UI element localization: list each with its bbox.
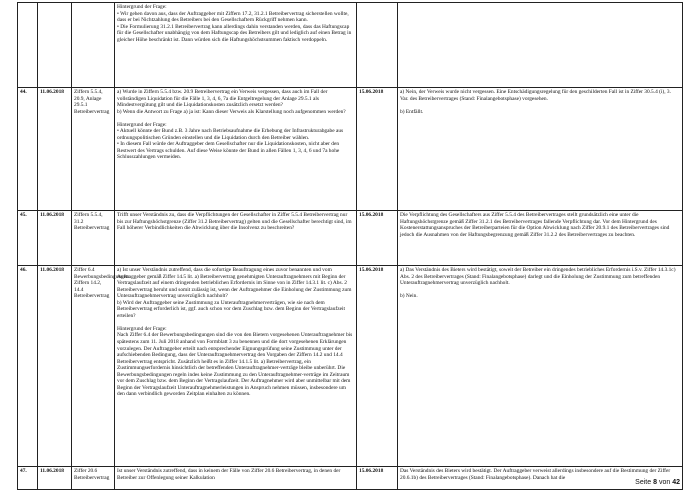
reference: Ziffer 20.6 Betreibervertrag: [72, 467, 115, 490]
table-row: [18, 3, 683, 88]
answer-date: 15.06.2018: [357, 211, 398, 266]
question-background: Hintergrund der Frage: • Aktuell könnte der Bund z.B. 3 Jahre nach Betriebsaufnahme die Erhebung der Infrastrukturabgabe aus ordnungspolitischen Gründen einstellen und die Liquidation durch den Betreiber wählen. • In diesem Fall würde der Auftraggeber dem Gesellschafter nur die Liquidationskosten, nicht aber den Restwert des Vertrags schulden. Auf diese Weise könnte der Bund in allen Fällen 1, 3, 4, 6 und 7a hohe Schlusszahlungen vermeiden.: [117, 121, 344, 161]
answer-text: a) Das Verständnis des Bieters wird bestätigt, soweit der Betreiber ein dringendes betriebliches Erfordernis i.S.v. Ziffer 14.3.1c) Abs. 2 des Betreibervertrages (Stand: Finalangebotsphase) darlegt und die Einholung der Zustimmung zum betreffenden Unterauftragnehmervertrag unverzüglich nachholt.: [400, 267, 676, 287]
answer-cell: [398, 266, 683, 467]
answer-date: [357, 3, 398, 88]
answer-cell: [398, 211, 683, 266]
answer-text: a) Nein, der Verweis wurde nicht vergessen. Eine Entschädigungsregelung für den geschilderten Fall ist in Ziffer 30.5.4 (i), 3. Var. des Betreibervertrages (Stand: Finalangebotsphase) vorgesehen.: [400, 89, 671, 102]
answer-text: b) Nein.: [400, 293, 418, 300]
question-cell: [115, 3, 357, 88]
table-row: [18, 88, 683, 211]
question-background: Hintergrund der Frage: Nach Ziffer 6.4 der Bewerbungsbedingungen sind die von den Bietern vorgesehenen Unterauftragnehmer bis spätestens zum 11. Juli 2018 anhand von Formblatt 3 zu benennen und die dort vorgesehenen Erklärungen vorzulegen. Der Auftraggeber erteilt nach entsprechender Eignungsprüfung seine Zustimmung unter der aufschiebenden Bedingung, dass der Unterauftragnehmervertrag den Vorgaben der Ziffern 14.2 und 14.4 Betreibervertrag entspricht. Zusätzlich heißt es in Ziffer 14.1.5 lit. a) Betreibervertrag, ein Zustimmungserfordernis hinsichtlich der betreffenden Unterauftragnehmer-verträge bleibe unberührt. Die Bewerbungsbedingungen regeln indes keine Zustimmung zu den Unterauftragnehmer-verträge im Zeitraum vor dem Zuschlag bzw. dem Beginn der Vertragslaufzeit. Der Auftragnehmer wird aber unmittelbar mit dem Beginn der Vertragslaufzeit Unterauftragnehmerleistungen in Anspruch nehmen müssen, insbesondere um den dann verbindlich geworden Zeitplan einhalten zu können.: [117, 325, 353, 398]
row-number: [18, 3, 38, 88]
table-row: [18, 211, 683, 266]
reference: [72, 3, 115, 88]
answer-date: 15.06.2018: [357, 467, 398, 490]
row-number: 46.: [18, 266, 38, 467]
table-row: [18, 467, 683, 490]
answer-text: b) Entfällt.: [400, 108, 424, 115]
page-footer: [635, 479, 680, 486]
table-row: [18, 266, 683, 467]
row-number: 44.: [18, 88, 38, 211]
page-label: Seite: [635, 479, 652, 486]
answer-cell: [398, 467, 683, 490]
page-total: 42: [672, 479, 680, 486]
question-cell: [115, 211, 357, 266]
question-text: Trifft unser Verständnis zu, dass die Verpflichtungen der Gesellschafter in Ziffer 5.5.4 Betreibervertrag nur bis zur Haftungshöchstgrenze (Ziffer 31.2 Betreibervertrag) gelten und die Gesellschafter berechtigt sind, im Fall höherer Verbindlichkeiten die Abwicklung über die Insolvenz zu beschreiten?: [117, 212, 352, 232]
question-cell: [115, 266, 357, 467]
page-separator: von: [658, 479, 671, 486]
answer-date: 15.06.2018: [357, 88, 398, 211]
answer-cell: [398, 3, 683, 88]
reference: Ziffern 5.5.4, 31.2 Betreibervertrag: [72, 211, 115, 266]
qa-table: [17, 2, 683, 490]
row-number: 45.: [18, 211, 38, 266]
row-number: 47.: [18, 467, 38, 490]
answer-text: Das Verständnis des Bieters wird bestätigt. Der Auftraggeber verweist allerdings insbesondere auf die Bestimmung der Ziffer 20.6.1b) des Betreibervertrages (Stand: Finalangebotsphase). Danach hat die: [400, 468, 671, 481]
question-cell: [115, 467, 357, 490]
question-date: 11.06.2018: [38, 88, 72, 211]
reference: Ziffer 6.4 Bewerbungsbedingungen Ziffern 14.2, 14.4 Betreibervertrag: [72, 266, 115, 467]
question-date: 11.06.2018: [38, 467, 72, 490]
question-cell: [115, 88, 357, 211]
question-text: Ist unser Verständnis zutreffend, dass in keinem der Fälle von Ziffer 20.6 Betreibervertrag, in denen der Betreiber zur Offenlegung seiner Kalkulation: [117, 468, 341, 481]
reference: Ziffern 5.5.4, 20.9, Anlage 29.5.1 Betreibervertrag: [72, 88, 115, 211]
page-number: 8: [653, 479, 657, 486]
question-date: 11.06.2018: [38, 266, 72, 467]
answer-text: Die Verpflichtung des Gesellschafters aus Ziffer 5.5.4 des Betreibervertrages stellt grundsätzlich eine unter die Haftungshöchstgrenze gemäß Ziffer 31.2.1 des Betreibervertrages fallende Verpflichtung dar. Vor dem Hintergrund des Kostenerstattungsanspruches der Betreiberparteien für die Option Abwicklung nach Ziffer 20.9.1 des Betreibervertrages sind jedoch die Ausnahmen von der Haftungsbegrenzung gemäß Ziffer 31.2.2 des Betreibervertrages zu beachten.: [400, 212, 670, 238]
question-text: a) Wurde in Ziffern 5.5.4 bzw. 20.9 Betreibervertrag ein Verweis vergessen, dass auch im Fall der vollständigen Liquidation für die Fälle 1, 3, 4, 6, 7a die Entgeltregelung der Anlage 29.5.1 als Mindestvergütung gilt und die Liquidationskosten zusätzlich ersetzt werden? b) Wenn die Antwort zu Frage a) ja ist: Kann dieser Verweis als Klarstellung noch aufgenommen werden?: [117, 89, 346, 115]
question-text: Hintergrund der Frage: • Wir gehen davon aus, dass der Auftraggeber mit Ziffern 17.2, 31.2.1 Betreibervertrag sicherstellen wollte, dass er bei Nichtzahlung des Betreibers bei den Gesellschaftern Rückgriff nehmen kann. • Die Formulierung 31.2.1 Betreibervertrag kann allerdings dahin verstanden werden, dass das Haftungscap für die Gesellschafter unabhängig von dem Haftungscap des Betreibers gilt und lediglich auf einen Betrag in gleicher Höhe beschränkt ist. Dann würden sich die Haftungshöchstsummen faktisch verdoppeln.: [117, 4, 352, 43]
answer-date: 15.06.2018: [357, 266, 398, 467]
question-date: 11.06.2018: [38, 211, 72, 266]
question-date: [38, 3, 72, 88]
answer-cell: [398, 88, 683, 211]
question-text: a) Ist unser Verständnis zutreffend, dass die sofortige Beauftragung eines zuvor benannten und vom Auftraggeber gemäß Ziffer 14.5 lit. a) Betreibervertrag genehmigten Unterauftragnehmers mit Beginn der Vertragslaufzeit auf einem dringenden betrieblichen Erfordernis im Sinne von in Ziffer 14.3.1 lit. c) Abs. 2 Betreibervertrag beruht und somit zulässig ist, wenn der Auftragnehmer die Einholung der Zustimmung zum Unterauftragnehmervertrag unverzüglich nachholt? b) Wird der Auftraggeber seine Zustimmung zu Unterauftragnehmerverträgen, wie sie nach dem Betreibervertrag erforderlich ist, ggf. auch schon vor dem Zuschlag bzw. dem Beginn der Vertragslaufzeit erteilen?: [117, 267, 352, 319]
